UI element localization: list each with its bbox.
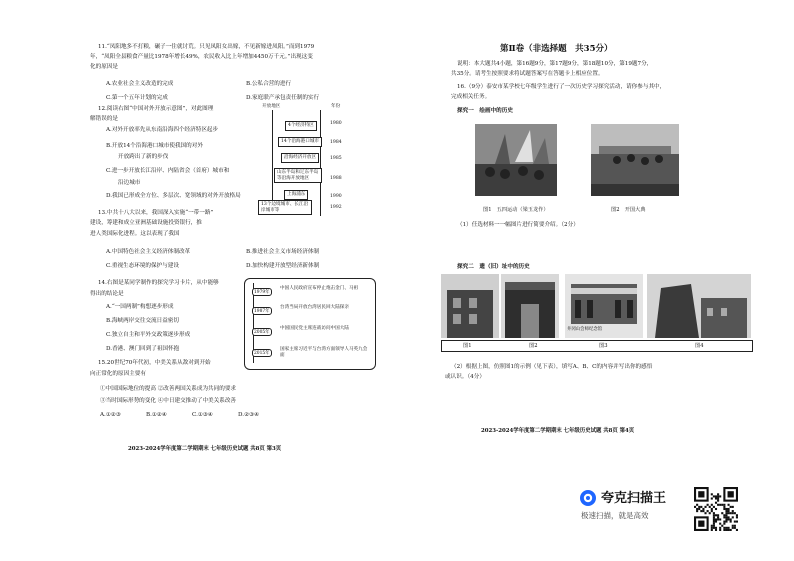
question-line: C.①③④ [192, 412, 213, 418]
card-text: 国家主席习近平与台湾方面领导人马英九会面 [280, 347, 368, 358]
question-line: D.加快构建开放型经济新体制 [246, 263, 320, 269]
fortress-icon [647, 274, 751, 338]
explore-one-caption: 图2 开国大典 [611, 207, 646, 213]
question-line: 12.阅读右图“中国对外开放示意图”，对此图理 [98, 106, 214, 112]
explore-two-caption: 图4 [695, 343, 704, 349]
card-year: 2015年 [254, 351, 270, 356]
qr-code-icon [694, 487, 738, 531]
quark-logo-icon [579, 489, 597, 507]
timeline-item: 山东半岛和辽东半岛等沿海开放地区 [274, 168, 322, 183]
explore-one-title: 探究一 绘画中的历史 [457, 108, 513, 114]
question-line: D.我国已形成全方位、多层次、宽领域的对外开放格局 [106, 193, 241, 199]
explore-two-caption: 图3 [599, 343, 608, 349]
card-text: 中国国民党主席连战访问中国大陆 [280, 326, 349, 331]
question-line: 化的原因是 [90, 64, 118, 70]
timeline-year: 1992 [330, 205, 342, 210]
timeline-item: 4个经济特区 [285, 121, 317, 131]
question-line: 14.右图是某同学制作的探究学习卡片，从中能够 [98, 280, 219, 286]
question-line: B.①②④ [146, 412, 167, 418]
site-photo-2 [501, 274, 559, 338]
question-line: B.海峡两岸交往交流日益密切 [106, 318, 180, 324]
explore-two-task-line: 或认识。（4分） [445, 374, 485, 380]
question-line: 开放跨出了新的步伐 [118, 154, 169, 160]
page-4 [397, 0, 794, 561]
site-photo-1 [441, 274, 499, 338]
question-line: A.农业社会主义改造的完成 [106, 81, 174, 87]
card-year: 1979年 [254, 290, 270, 295]
question-line: 15.20世纪70年代初，中美关系从敌对到开始 [98, 360, 211, 366]
card-year: 2005年 [254, 330, 270, 335]
timeline-year: 1984 [330, 140, 342, 145]
brand-name: 夸克扫描王 [601, 491, 667, 506]
question-line: D.②③④ [238, 412, 260, 418]
question-line: A.“一国两制”构想逐步形成 [106, 304, 174, 310]
page-footer-right: 2023-2024学年度第二学期期末 七年级历史试题 共8页 第4页 [481, 428, 635, 434]
q16-line: 16.（9分）泰安市某学校七年级学生进行了一次历史学习探究活动，请你参与其中， [457, 84, 666, 90]
timeline-item: 上海浦东 [284, 190, 308, 200]
explore-one-caption: 图1 五四运动（梁玉龙作） [483, 207, 549, 213]
explore-two-caption: 图1 [463, 343, 472, 349]
question-line: C.独立自主和平外交政策逐步形成 [106, 332, 191, 338]
explore-one-task: （1）任选材料一一幅图片进行简要介绍。（2分） [457, 222, 579, 228]
timeline-item: 沿海经济开放区 [281, 153, 319, 163]
timeline-year: 1980 [330, 121, 342, 126]
card-year: 1987年 [254, 309, 270, 314]
question-line: 向正常化的原因主要有 [90, 371, 146, 377]
timeline-header-right: 年份 [331, 104, 341, 109]
question-line: 建设，筹建和成立亚洲基础设施投资银行，推 [90, 220, 202, 226]
timeline-year: 1990 [330, 194, 342, 199]
question-line: A.中国特色社会主义经济体制改革 [106, 249, 191, 255]
card-text: 中国人民政府宣布停止炮击金门、马祖 [280, 286, 359, 291]
question-line: 年，“凤阳全县粮食产量比1978年增长49%，农民收入比上年增加4450万千元。”出现这变 [90, 54, 313, 60]
founding-ceremony-painting [591, 124, 679, 196]
question-line: D.家庭联产承包责任制的实行 [246, 95, 320, 101]
question-line: B.推进社会主义市场经济体制 [246, 249, 320, 255]
may-fourth-painting [475, 124, 557, 196]
timeline-year: 1985 [330, 156, 342, 161]
timeline-year-line [320, 110, 321, 216]
building-icon [441, 274, 499, 338]
q16-line: 完成相关任务。 [451, 94, 491, 100]
explore-two-caption-box [441, 340, 753, 352]
page-footer-left: 2023-2024学年度第二学期期末 七年级历史试题 共8页 第3页 [128, 446, 282, 452]
painting-crowd-icon [475, 124, 557, 196]
memorial-hall-label: 井冈山会师纪念馆 [567, 327, 603, 332]
question-line: D.香港、澳门回到了祖国怀抱 [106, 346, 180, 352]
site-photo-4 [647, 274, 751, 338]
question-line: 13.中共十八大以来，我国深入实施“一带一路” [98, 210, 214, 216]
timeline-line [272, 110, 273, 210]
question-line: C.重视生态环境的保护与建设 [106, 263, 179, 269]
explore-two-caption: 图2 [529, 343, 538, 349]
question-line: ①中国国际地位的提高 ②改善两国关系成为共同的要求 [100, 386, 237, 392]
intro-line: 说明：本大题共4小题，第16题9分，第17题9分，第18题10分，第19题7分， [457, 61, 653, 67]
intro-line: 共35分。请考生按照要求将试题答案写在答题卡上相应位置。 [451, 71, 604, 77]
question-line: 11.“凤阳地多不打粮，碾子一住就讨荒。只见凤阳女出嫁，不见新嫁进凤阳。”而到1979 [98, 44, 315, 50]
gate-icon [501, 274, 559, 338]
timeline-item: 14个沿海港口城市 [278, 137, 322, 147]
timeline-year: 1988 [330, 176, 342, 181]
explore-two-task-line: （2）根据上图，仿照图1的示例（见下表），填写A、B、C的内容并写出你的感悟 [451, 364, 653, 370]
question-line: 解错误的是 [90, 116, 118, 122]
painting-ceremony-icon [591, 124, 679, 196]
question-line: A.对外开放率先从东南沿海四个经济特区起步 [106, 127, 219, 133]
question-line: C.进一步开放长江沿岸、内陆省会（首府）城市和 [106, 168, 230, 174]
question-line: B.公私合营的进行 [246, 81, 292, 87]
question-line: ③当时国际形势的变化 ④中日建交推动了中美关系改善 [100, 398, 237, 404]
question-line: 沿边城市 [118, 180, 141, 186]
timeline-header-left: 开放地区 [262, 104, 281, 109]
site-photo-3 [565, 274, 643, 338]
question-line: C.第一个五年计划的完成 [106, 95, 168, 101]
question-line: A.①②③ [100, 412, 121, 418]
brand-slogan: 极速扫描，就是高效 [581, 511, 649, 520]
card-text: 台湾当局开放台湾居民回大陆探亲 [280, 305, 349, 310]
explore-two-title: 探究二 遗（旧）址中的历史 [457, 264, 530, 270]
question-line: 进人类国际化进程。这以表现了我国 [90, 231, 180, 237]
section-heading: 第Ⅱ卷（非选择题 共35分） [500, 44, 613, 54]
question-line: B.开放14个沿海港口城市使我国的对外 [106, 143, 203, 149]
timeline-item: 13个边境城市、长江沿岸城市等 [258, 200, 312, 215]
question-line: 得出的结论是 [90, 291, 124, 297]
